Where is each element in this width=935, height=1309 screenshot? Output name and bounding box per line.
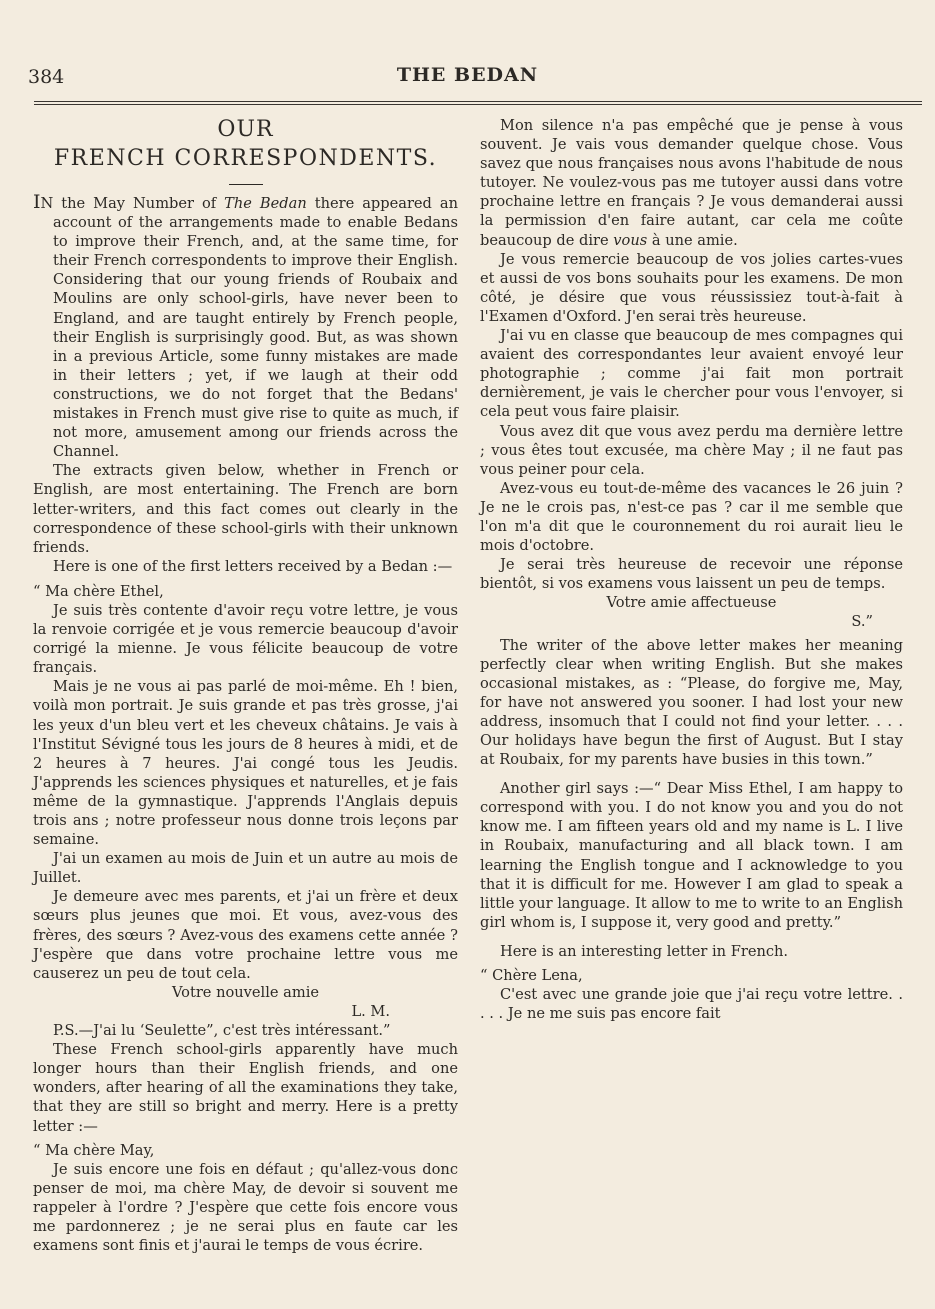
paragraph: The extracts given below, whether in French or English, are most entertaining. The French are born letter-writers, and this fact comes out clearly in the correspondence of these school-girls with their unknown friends. [33,462,458,556]
paragraph: These French school-girls apparently have much longer hours than their English friends, and one wonders, after hearing of all the examinations they take, that they are still so bright and merry. Here is a pretty letter :— [33,1041,458,1135]
letter2-paragraph: Vous avez dit que vous avez perdu ma dernière lettre ; vous êtes tout excusée, ma chère May ; il ne faut pas vous peiner pour cela. [480,422,903,478]
left-column [33,116,458,1255]
letter1-postscript: P.S.—J'ai lu ‘Seulette”, c'est très intéressant.” [53,1022,391,1040]
paragraph: Here is an interesting letter in French. [500,942,789,960]
letter3-paragraph: C'est avec une grande joie que j'ai reçu votre lettre. . . . . Je ne me suis pas encore fait [480,986,903,1023]
letter2-paragraph: Avez-vous eu tout-de-même des vacances le 26 juin ? Je ne le crois pas, n'est-ce pas ? car il me semble que l'on m'a dit que le couronnement du roi aurait lieu le mois d'octobre. [480,479,903,555]
paragraph: Here is one of the first letters received by a Bedan :— [53,557,453,575]
letter2-paragraph [480,116,903,250]
letter2-paragraph: J'ai vu en classe que beaucoup de mes compagnes qui avaient des correspondantes leur avaient envoyé leur photographie ; comme j'ai fait mon portrait dernièrement, je vais le chercher pour vous l'envoyer, si cela peut vous faire plaisir. [480,327,903,421]
header-rule [34,101,922,102]
intro-paragraph [33,193,458,461]
paragraph: Another girl says :—“ Dear Miss Ethel, I am happy to correspond with you. I do not know you and you do not know me. I am fifteen years old and my name is L. I live in Roubaix, manufacturing and all black town. I am learning the English tongue and I acknowledge to you that it is difficult for me. However I am glad to speak a little your language. It allow to me to write to an English girl whom is, I suppose it, very good and pretty.” [480,780,903,931]
article-title-line2: FRENCH CORRESPONDENTS. [53,146,438,171]
letter3-salutation: “ Chère Lena, [480,967,583,985]
letter2-salutation: “ Ma chère May, [33,1141,155,1159]
drop-cap: I [33,191,41,213]
letter1-paragraph: J'ai un examen au mois de Juin et un autre au mois de Juillet. [33,850,458,887]
letter2-paragraph: Je vous remercie beaucoup de vos jolies cartes-vues et aussi de vos bons souhaits pour les examens. De mon côté, je désire que vous réussissiez tout-à-fait à l'Examen d'Oxford. J'en serai très heureuse. [480,250,903,325]
letter2-text: Mon silence n'a pas empêché que je pense à vous souvent. Je vais vous demander quelque chose. Vous savez que nous françaises nous avons l'habitude de nous tutoyer. Ne voulez-vous pas me tutoyer aussi dans votre prochaine lettre en français ? Je vous demanderai aussi la permission d'en faire autant, car cela me coûte beaucoup de dire [480,117,903,249]
header-rule [34,104,922,105]
page-header [0,0,935,110]
article-title-line1: OUR [217,117,274,142]
letter2-text: à une amie. [647,231,738,249]
magazine-title: The Bedan [224,195,307,212]
paragraph: The writer of the above letter makes her meaning perfectly clear when writing English. But she makes occasional mistakes, as : “Please, do forgive me, May, for have not answered you sooner. I had lost your new address, insomuch that I could not find your letter. . . . Our holidays have begun the first of August. But I stay at Roubaix, for my parents have busies in this town.” [480,636,903,769]
letter1-salutation: “ Ma chère Ethel, [33,582,164,600]
letter1-paragraph: Mais je ne vous ai pas parlé de moi-même. Eh ! bien, voilà mon portrait. Je suis grande et pas très grosse, j'ai les yeux d'un bleu vert et les cheveux châtains. Je vais à l'Institut Sévigné tous les jours de 8 heures à midi, et de 2 heures à 7 heures. J'ai congé tous les Jeudis. J'apprends les sciences physiques et naturelles, et je fais même de la gymnastique. J'apprends l'Anglais depuis trois ans ; notre professeur nous donne trois leçons par semaine. [33,678,458,849]
letter1-paragraph: Je suis très contente d'avoir reçu votre lettre, je vous la renvoie corrigée et je vous remercie beaucoup d'avoir corrigé la mienne. Je vous félicite beaucoup de votre français. [33,601,458,677]
intro-text-a: N the May Number of [40,195,225,212]
letter1-closing: Votre nouvelle amie [171,983,320,1001]
page-number: 384 [28,66,65,88]
right-column [480,116,903,1023]
running-title: THE BEDAN [396,64,539,86]
letter2-signature: S.” [851,613,873,631]
letter2-paragraph: Je serai très heureuse de recevoir une réponse bientôt, si vos examens vous laissent un peu de temps. [480,556,903,593]
letter1-signature: L. M. [351,1002,390,1020]
letter2-closing: Votre amie affectueuse [606,594,777,612]
letter2-paragraph: Je suis encore une fois en défaut ; qu'allez-vous donc penser de moi, ma chère May, de devoir si souvent me rappeler à l'ordre ? J'espère que cette fois encore vous me pardonnerez ; je ne serai plus en faute car les examens sont finis et j'aurai le temps de vous écrire. [33,1160,458,1255]
title-divider [229,184,263,185]
italic-word: vous [613,231,648,249]
intro-text-b: there appeared an account of the arrangements made to enable Bedans to improve their French, and, at the same time, for their French correspondents to improve their English. Considering that our young friends of Roubaix and Moulins are only school-girls, have never been to England, and are taught entirely by French people, their English is surprisingly good. But, as was shown in a previous Article, some funny mistakes are made in their letters ; yet, if we laugh at their odd constructions, we do not forget that the Bedans' mistakes in French must give rise to quite as much, if not more, amusement among our friends across the Channel. [53,195,458,461]
letter1-paragraph: Je demeure avec mes parents, et j'ai un frère et deux sœurs plus jeunes que moi. Et vous, avez-vous des frères, des sœurs ? Avez-vous des examens cette année ? J'espère que dans votre prochaine lettre vous me causerez un peu de tout cela. [33,888,458,982]
